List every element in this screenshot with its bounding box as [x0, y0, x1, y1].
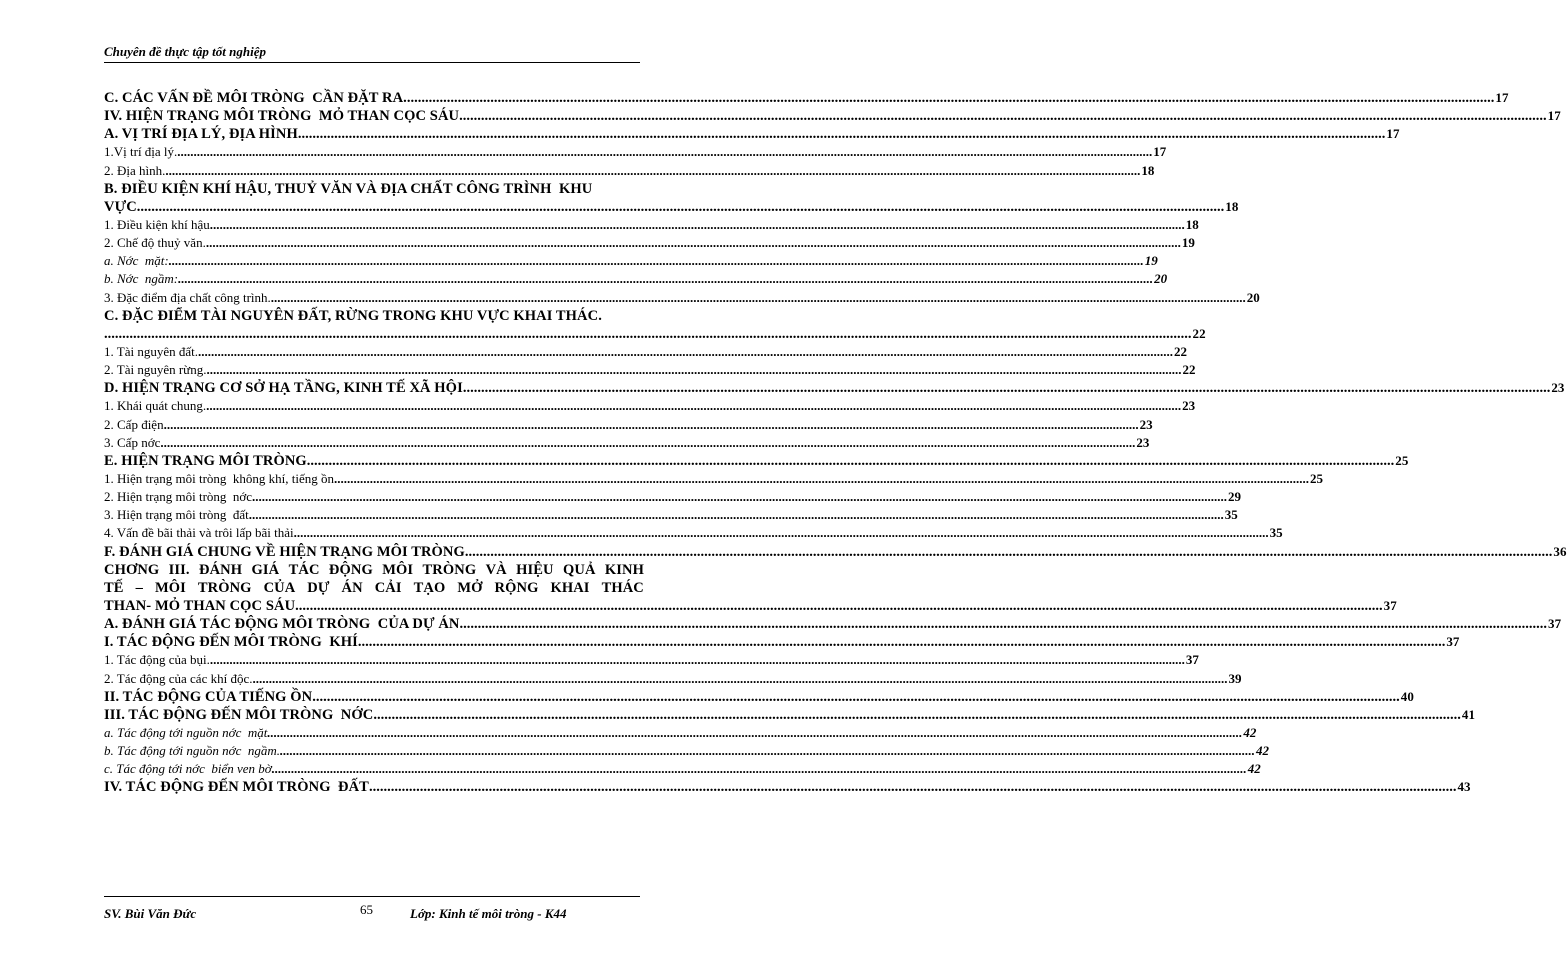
toc-entry — [104, 270, 1168, 288]
toc-entry-page: 37 — [1547, 616, 1562, 632]
toc-entry-title: 2. Địa hình. — [104, 162, 166, 178]
toc-leader-dots: ............................................................................................................................................................................................................................................................................................................ — [297, 126, 1386, 143]
toc-entry-title: a. Tác động tới nguồn nớc mặt — [104, 724, 268, 740]
header-rule — [104, 62, 640, 63]
toc-entry — [104, 561, 644, 579]
toc-leader-dots: ............................................................................................................................................................................................................................................................................................................ — [406, 90, 1495, 106]
toc-entry-word: ĐÁNH — [199, 561, 243, 578]
toc-entry-word: TRÒNG — [422, 561, 477, 578]
toc-entry — [104, 543, 1567, 561]
toc-entry-page: 41 — [1461, 706, 1476, 722]
toc-entry-title: B. ĐIỀU KIỆN KHÍ HẬU, THUỶ VĂN VÀ ĐỊA CHẤT CÔNG TRÌNH KHU — [104, 180, 593, 197]
toc-entry-page: 20 — [1154, 271, 1168, 287]
toc-entry-title: c. Tác động tới nớc biển ven bờ — [104, 761, 272, 777]
toc-entry-page: 18 — [1141, 162, 1155, 178]
toc-entry — [104, 597, 1397, 615]
toc-entry-title: 1.Vị trí địa lý. — [104, 144, 178, 160]
footer-rule — [104, 896, 640, 897]
toc-entry-title: I. TÁC ĐỘNG ĐẾN MÔI TRÒNG KHÍ — [104, 634, 358, 651]
toc-entry-page: 37 — [1383, 597, 1397, 613]
toc-entry-page: 35 — [1269, 525, 1283, 541]
toc-entry-page: 20 — [1246, 289, 1260, 305]
toc-entry-page: 23 — [1139, 416, 1153, 432]
toc-entry-title: 2. Cấp điện — [104, 416, 164, 432]
toc-entry — [104, 216, 1199, 234]
toc-entry — [104, 742, 1270, 760]
toc-entry — [104, 252, 1158, 270]
toc-entry-word: ÁN — [341, 579, 363, 596]
toc-entry-title: THAN- MỎ THAN CỌC SÁU — [104, 597, 296, 614]
toc-entry-word: VÀ — [485, 561, 507, 578]
toc-entry-title: C. ĐẶC ĐIỂM TÀI NGUYÊN ĐẤT, RỪNG TRONG KHU VỰC KHAI THÁC. — [104, 307, 602, 324]
toc-entry-page: 25 — [1395, 452, 1409, 468]
toc-entry — [104, 107, 1561, 125]
toc-entry-title: 2. Hiện trạng môi tròng nớc — [104, 489, 253, 505]
toc-entry-title: F. ĐÁNH GIÁ CHUNG VỀ HIỆN TRẠNG MÔI TRÒNG — [104, 543, 465, 560]
toc-leader-dots: ............................................................................................................................................................................................................................................................................................................ — [252, 489, 1228, 505]
toc-entry-title: 1. Hiện trạng môi tròng không khí, tiếng ồn — [104, 470, 335, 486]
toc-entry — [104, 615, 1562, 633]
toc-entry-title: a. Nớc mặt: — [104, 253, 169, 269]
toc-leader-dots: ............................................................................................................................................................................................................................................................................................................ — [368, 779, 1457, 796]
toc-entry-page: 40 — [1400, 688, 1414, 704]
toc-leader-dots: ............................................................................................................................................................................................................................................................................................................ — [306, 452, 1395, 469]
toc-entry-title: A. ĐÁNH GIÁ TÁC ĐỘNG MÔI TRÒNG CỦA DỰ ÁN — [104, 616, 460, 633]
toc-entry — [104, 325, 1206, 343]
toc-entry — [104, 162, 1155, 180]
toc-entry-page: 37 — [1185, 652, 1199, 668]
toc-entry-page: 23 — [1182, 398, 1196, 414]
toc-entry-page: 36 — [1553, 543, 1567, 559]
toc-entry-word: MÔI — [382, 561, 414, 578]
toc-entry-word: QUẢ — [563, 561, 596, 578]
toc-entry — [104, 452, 1409, 470]
toc-entry-page: 18 — [1185, 216, 1199, 232]
toc-entry-word: DỰ — [307, 579, 330, 596]
toc-leader-dots: ............................................................................................................................................................................................................................................................................................................ — [209, 216, 1185, 232]
toc-entry-word: CỦA — [263, 579, 296, 596]
toc-entry-title: A. VỊ TRÍ ĐỊA LÝ, ĐỊA HÌNH — [104, 126, 298, 143]
toc-entry — [104, 633, 1460, 651]
toc-entry-page: 17 — [1386, 126, 1400, 142]
toc-entry-page: 43 — [1457, 779, 1471, 795]
toc-entry-title: 1. Tác động của bụi. — [104, 652, 210, 668]
toc-entry-title — [104, 561, 644, 579]
toc-entry-word: KHAI — [550, 579, 590, 596]
toc-leader-dots: ............................................................................................................................................................................................................................................................................................................ — [252, 670, 1228, 686]
toc-entry — [104, 143, 1167, 161]
toc-leader-dots: ............................................................................................................................................................................................................................................................................................................ — [178, 271, 1154, 287]
toc-entry-word: TRÒNG — [197, 579, 252, 596]
toc-leader-dots: ............................................................................................................................................................................................................................................................................................................ — [459, 108, 1547, 125]
toc-entry-word: ĐỘNG — [328, 561, 373, 578]
toc-entry-title: VỰC — [104, 198, 137, 215]
toc-entry-title: IV. TÁC ĐỘNG ĐẾN MÔI TRÒNG ĐẤT — [104, 779, 369, 796]
toc-entry — [104, 289, 1260, 307]
toc-entry-title: 2. Tác động của các khí độc. — [104, 670, 253, 686]
toc-leader-dots: ............................................................................................................................................................................................................................................................................................................ — [280, 743, 1256, 759]
toc-entry-page: 17 — [1153, 144, 1167, 160]
toc-leader-dots: ............................................................................................................................................................................................................................................................................................................ — [464, 543, 1553, 560]
toc-entry — [104, 524, 1283, 542]
page-header: Chuyên đề thực tập tốt nghiệp — [104, 44, 266, 59]
toc-entry — [104, 198, 1239, 216]
toc-entry — [104, 488, 1242, 506]
toc-leader-dots: ............................................................................................................................................................................................................................................................................................................ — [357, 634, 1446, 651]
toc-entry — [104, 760, 1261, 778]
toc-entry-page: 29 — [1228, 489, 1242, 505]
toc-entry-word: KINH — [604, 561, 644, 578]
toc-entry — [104, 688, 1414, 706]
toc-leader-dots: ............................................................................................................................................................................................................................................................................................................ — [160, 434, 1136, 450]
toc-entry-page: 39 — [1228, 670, 1242, 686]
toc-entry-title: 1. Tài nguyên đất. — [104, 343, 198, 359]
toc-leader-dots: ............................................................................................................................................................................................................................................................................................................ — [334, 470, 1310, 486]
toc-leader-dots: ............................................................................................................................................................................................................................................................................................................ — [168, 253, 1144, 269]
toc-leader-dots: ............................................................................................................................................................................................................................................................................................................ — [206, 398, 1182, 414]
toc-leader-dots: ............................................................................................................................................................................................................................................................................................................ — [459, 616, 1547, 633]
toc-entry-word: – — [135, 579, 143, 596]
toc-entry-title: IV. HIỆN TRẠNG MÔI TRÒNG MỎ THAN CỌC SÁU — [104, 108, 460, 125]
toc-leader-dots: ............................................................................................................................................................................................................................................................................................................ — [163, 416, 1139, 432]
toc-entry-word: III. — [168, 561, 190, 578]
toc-entry-word: CHƠNG — [104, 561, 160, 578]
toc-entry-title: III. TÁC ĐỘNG ĐẾN MÔI TRÒNG NỚC — [104, 706, 374, 723]
toc-entry-page: 18 — [1225, 198, 1239, 214]
toc-entry-page: 25 — [1310, 470, 1324, 486]
toc-entry-title: II. TÁC ĐỘNG CỦA TIẾNG ỒN — [104, 688, 313, 705]
toc-entry — [104, 379, 1565, 397]
toc-entry-title — [104, 579, 644, 597]
toc-entry-word: MỞ — [457, 579, 483, 596]
toc-leader-dots: ............................................................................................................................................................................................................................................................................................................ — [177, 144, 1153, 160]
toc-entry — [104, 416, 1153, 434]
toc-entry-title: 2. Chế độ thuỷ văn. — [104, 235, 206, 251]
toc-entry-word: CẢI — [374, 579, 402, 596]
student-name: SV. Bùi Văn Đức — [104, 906, 197, 921]
toc-entry-word: MÔI — [154, 579, 186, 596]
toc-entry — [104, 579, 644, 597]
toc-entry-title: D. HIỆN TRẠNG CƠ SỞ HẠ TẦNG, KINH TẾ XÃ HỘI — [104, 380, 463, 397]
toc-entry — [104, 724, 1257, 742]
toc-entry-title: 4. Vấn đề bãi thải và trôi lấp bãi thải — [104, 525, 294, 541]
page-number: 65 — [360, 902, 373, 917]
toc-leader-dots: ............................................................................................................................................................................................................................................................................................................ — [293, 525, 1269, 541]
toc-entry-title: 3. Đặc điểm địa chất công trình. — [104, 289, 271, 305]
toc-entry — [104, 470, 1324, 488]
toc-entry-page: 19 — [1144, 253, 1158, 269]
toc-entry-word: TẾ — [104, 579, 124, 596]
toc-entry-title: 3. Cấp nớc — [104, 434, 161, 450]
toc-entry-page: 22 — [1182, 362, 1196, 378]
toc-entry-word: TẠO — [413, 579, 446, 596]
toc-entry — [104, 234, 1195, 252]
toc-entry-word: HIỆU — [516, 561, 554, 578]
toc-entry-page: 23 — [1136, 434, 1150, 450]
toc-leader-dots: ............................................................................................................................................................................................................................................................................................................ — [248, 507, 1224, 523]
toc-leader-dots: ............................................................................................................................................................................................................................................................................................................ — [267, 724, 1243, 740]
toc-entry-word: TÁC — [288, 561, 320, 578]
toc-leader-dots: ............................................................................................................................................................................................................................................................................................................ — [295, 597, 1383, 614]
toc-entry-page: 17 — [1547, 108, 1561, 124]
toc-entry-page: 19 — [1181, 235, 1195, 251]
toc-entry — [104, 89, 1509, 107]
toc-entry — [104, 434, 1150, 452]
toc-entry — [104, 361, 1196, 379]
toc-leader-dots: ............................................................................................................................................................................................................................................................................................................ — [104, 325, 1192, 342]
toc-leader-dots: ............................................................................................................................................................................................................................................................................................................ — [209, 652, 1185, 668]
toc-entry-word: GIÁ — [251, 561, 280, 578]
toc-entry-title: 3. Hiện trạng môi tròng đất — [104, 507, 249, 523]
toc-entry — [104, 651, 1199, 669]
toc-leader-dots: ............................................................................................................................................................................................................................................................................................................ — [271, 761, 1247, 777]
toc-entry-title: E. HIỆN TRẠNG MÔI TRÒNG — [104, 452, 307, 469]
toc-entry-page: 22 — [1174, 343, 1187, 359]
toc-entry-title: b. Tác động tới nguồn nớc ngầm. — [104, 743, 281, 759]
toc-entry-title: C. CÁC VẤN ĐỀ MÔI TRÒNG CẦN ĐẶT RA. — [104, 90, 407, 106]
toc-entry — [104, 397, 1196, 415]
toc-entry-page: 35 — [1224, 507, 1238, 523]
class-label: Lớp: Kinh tế môi tròng - K44 — [410, 906, 567, 921]
toc-leader-dots: ............................................................................................................................................................................................................................................................................................................ — [136, 198, 1225, 215]
toc-entry-word: THÁC — [601, 579, 644, 596]
toc-leader-dots: ............................................................................................................................................................................................................................................................................................................ — [462, 380, 1551, 397]
toc-entry-page: 37 — [1446, 634, 1460, 650]
toc-entry-page: 17 — [1495, 90, 1509, 105]
table-of-contents — [104, 89, 1567, 796]
toc-entry — [104, 670, 1242, 688]
toc-entry-page: 22 — [1192, 325, 1206, 341]
toc-leader-dots: ............................................................................................................................................................................................................................................................................................................ — [373, 706, 1461, 723]
toc-entry-title: 2. Tài nguyên rừng. — [104, 362, 207, 378]
toc-entry — [104, 125, 1400, 143]
toc-entry-word: RỘNG — [494, 579, 539, 596]
toc-leader-dots: ............................................................................................................................................................................................................................................................................................................ — [206, 362, 1182, 378]
toc-leader-dots: ............................................................................................................................................................................................................................................................................................................ — [198, 343, 1173, 359]
toc-entry-page: 42 — [1247, 761, 1261, 777]
toc-entry-page: 42 — [1243, 724, 1257, 740]
toc-entry — [104, 343, 1187, 361]
toc-entry — [104, 778, 1471, 796]
toc-entry-title: b. Nớc ngầm: — [104, 271, 179, 287]
toc-entry — [104, 180, 644, 198]
toc-leader-dots: ............................................................................................................................................................................................................................................................................................................ — [205, 235, 1181, 251]
toc-entry — [104, 307, 644, 325]
toc-leader-dots: ............................................................................................................................................................................................................................................................................................................ — [270, 289, 1246, 305]
toc-entry-page: 23 — [1551, 380, 1565, 396]
toc-entry — [104, 706, 1476, 724]
toc-entry-title: 1. Điều kiện khí hậu — [104, 216, 210, 232]
toc-leader-dots: ............................................................................................................................................................................................................................................................................................................ — [165, 162, 1141, 178]
toc-entry-page: 42 — [1256, 743, 1270, 759]
toc-leader-dots: ............................................................................................................................................................................................................................................................................................................ — [312, 688, 1400, 705]
toc-entry — [104, 506, 1238, 524]
toc-entry-title: 1. Khái quát chung. — [104, 398, 207, 414]
